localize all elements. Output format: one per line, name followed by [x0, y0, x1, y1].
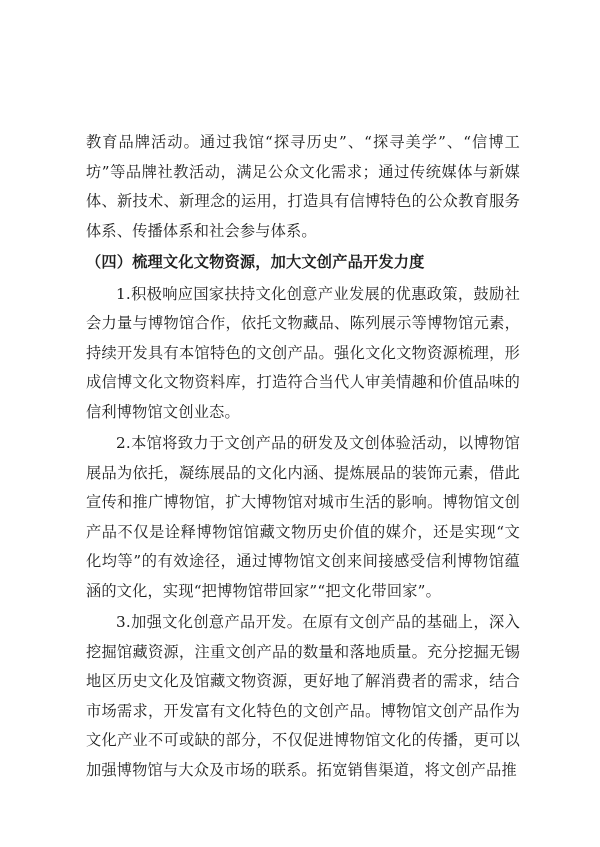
paragraph-item-2: 2.本馆将致力于文创产品的研发及文创体验活动，以博物馆展品为依托，凝练展品的文化内涵、提炼展品的装饰元素，借此宣传和推广博物馆，扩大博物馆对城市生活的影响。博物馆文创产品不仅是诠释博物馆馆藏文物历史价值的媒介，还是实现“文化均等”的有效途径，通过博物馆文创来间接感受信利博物馆蕴涵的文化，实现“把博物馆带回家”“把文化带回家”。: [86, 434, 520, 600]
paragraph-item-3: 3.加强文化创意产品开发。在原有文创产品的基础上，深入挖掘馆藏资源，注重文创产品的数量和落地质量。充分挖掘无锡地区历史文化及馆藏文物资源，更好地了解消费者的需求，结合市场需求，开发富有文化特色的文创产品。博物馆文创产品作为文化产业不可或缺的部分，不仅促进博物馆文化的传播，更可以加强博物馆与大众及市场的联系。拓宽销售渠道，将文创产品推: [86, 613, 520, 779]
paragraph-item-1: 1.积极响应国家扶持文化创意产业发展的优惠政策，鼓励社会力量与博物馆合作，依托文物藏品、陈列展示等博物馆元素，持续开发具有本馆特色的文创产品。强化文化文物资源梳理，形成信博文化文物资料库，打造符合当代人审美情趣和价值品味的信利博物馆文创业态。: [86, 284, 520, 421]
document-page: [86, 128, 520, 785]
paragraph-education-brand: 教育品牌活动。通过我馆“探寻历史”、“探寻美学”、“信博工坊”等品牌社教活动，满足公众文化需求；通过传统媒体与新媒体、新技术、新理念的运用，打造具有信博特色的公众教育服务体系、传播体系和社会参与体系。: [86, 133, 520, 240]
section-heading-four: （四）梳理文化文物资源，加大文创产品开发力度: [86, 253, 425, 271]
